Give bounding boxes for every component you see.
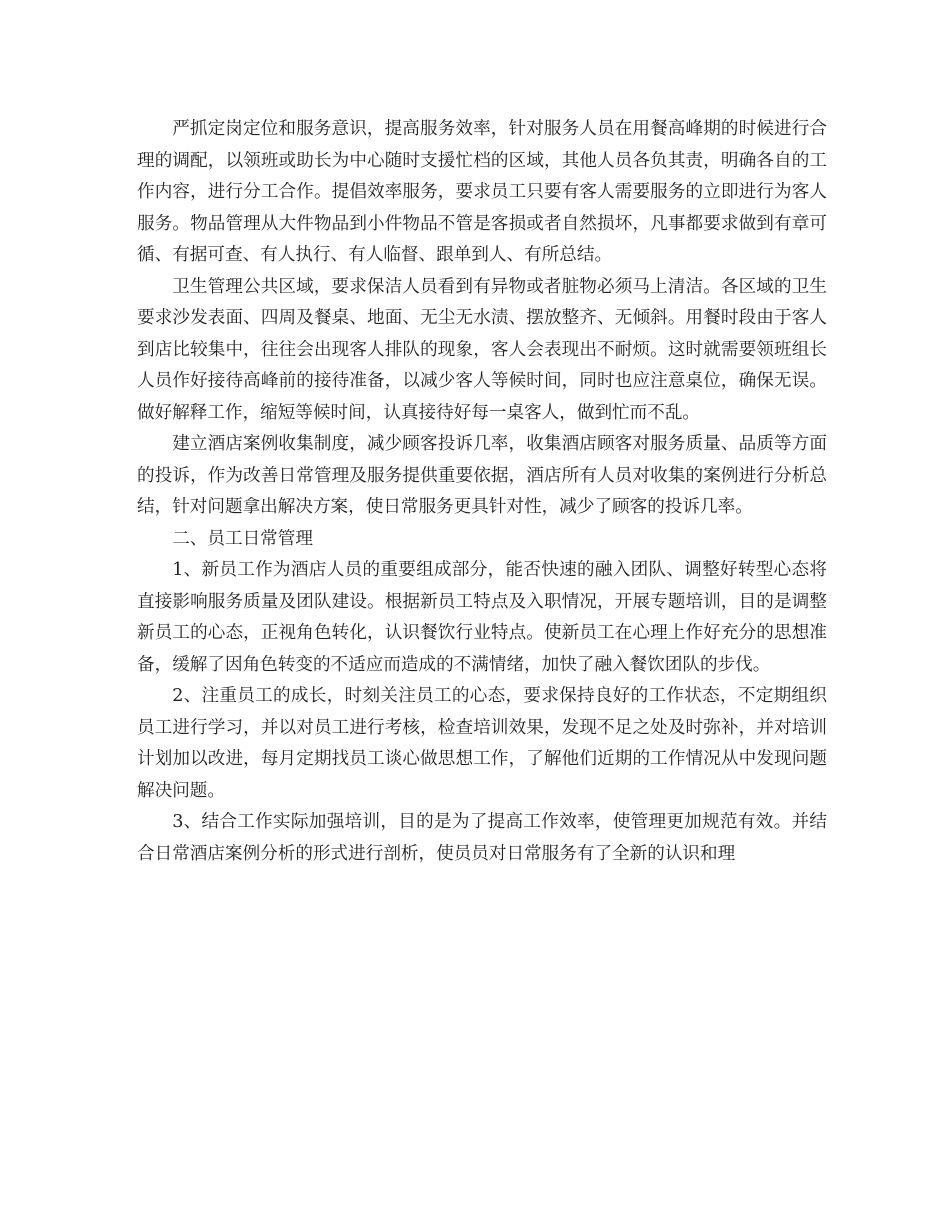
paragraph-training: 3、结合工作实际加强培训，目的是为了提高工作效率，使管理更加规范有效。并结合日常酒店案例分析的形式进行剖析，使员员对日常服务有了全新的认识和理 [137,812,827,864]
paragraph-staff-growth: 2、注重员工的成长，时刻关注员工的心态，要求保持良好的工作状态，不定期组织员工进行学习，并以对员工进行考核，检查培训效果，发现不足之处及时弥补，并对培训计划加以改进，每月定期找员工谈心做思想工作，了解他们近期的工作情况从中发现问题解决问题。 [137,686,827,801]
paragraph-new-staff: 1、新员工作为酒店人员的重要组成部分，能否快速的融入团队、调整好转型心态将直接影响服务质量及团队建设。根据新员工特点及入职情况，开展专题培训，目的是调整新员工的心态，正视角色转化，认识餐饮行业特点。使新员工在心理上作好充分的思想准备，缓解了因角色转变的不适应而造成的不满情绪，加快了融入餐饮团队的步伐。 [137,560,827,675]
paragraph-hygiene-management: 卫生管理公共区域，要求保洁人员看到有异物或者脏物必须马上清洁。各区域的卫生要求沙发表面、四周及餐桌、地面、无尘无水渍、摆放整齐、无倾斜。用餐时段由于客人到店比较集中，往往会出现客人排队的现象，客人会表现出不耐烦。这时就需要领班组长人员作好接待高峰前的接待准备，以减少客人等候时间，同时也应注意桌位，确保无误。做好解释工作，缩短等候时间，认真接待好每一桌客人，做到忙而不乱。 [137,276,827,423]
document-body [137,114,827,870]
section-heading-staff-management: 二、员工日常管理 [172,528,313,549]
paragraph-service-efficiency: 严抓定岗定位和服务意识，提高服务效率，针对服务人员在用餐高峰期的时候进行合理的调配，以领班或助长为中心随时支援忙档的区域，其他人员各负其责，明确各自的工作内容，进行分工合作。提倡效率服务，要求员工只要有客人需要服务的立即进行为客人服务。物品管理从大件物品到小件物品不管是客损或者自然损坏，凡事都要求做到有章可循、有据可查、有人执行、有人临督、跟单到人、有所总结。 [137,119,827,265]
paragraph-case-collection: 建立酒店案例收集制度，减少顾客投诉几率，收集酒店顾客对服务质量、品质等方面的投诉，作为改善日常管理及服务提供重要依据，酒店所有人员对收集的案例进行分析总结，针对问题拿出解决方案，使日常服务更具针对性，减少了顾客的投诉几率。 [137,434,827,517]
